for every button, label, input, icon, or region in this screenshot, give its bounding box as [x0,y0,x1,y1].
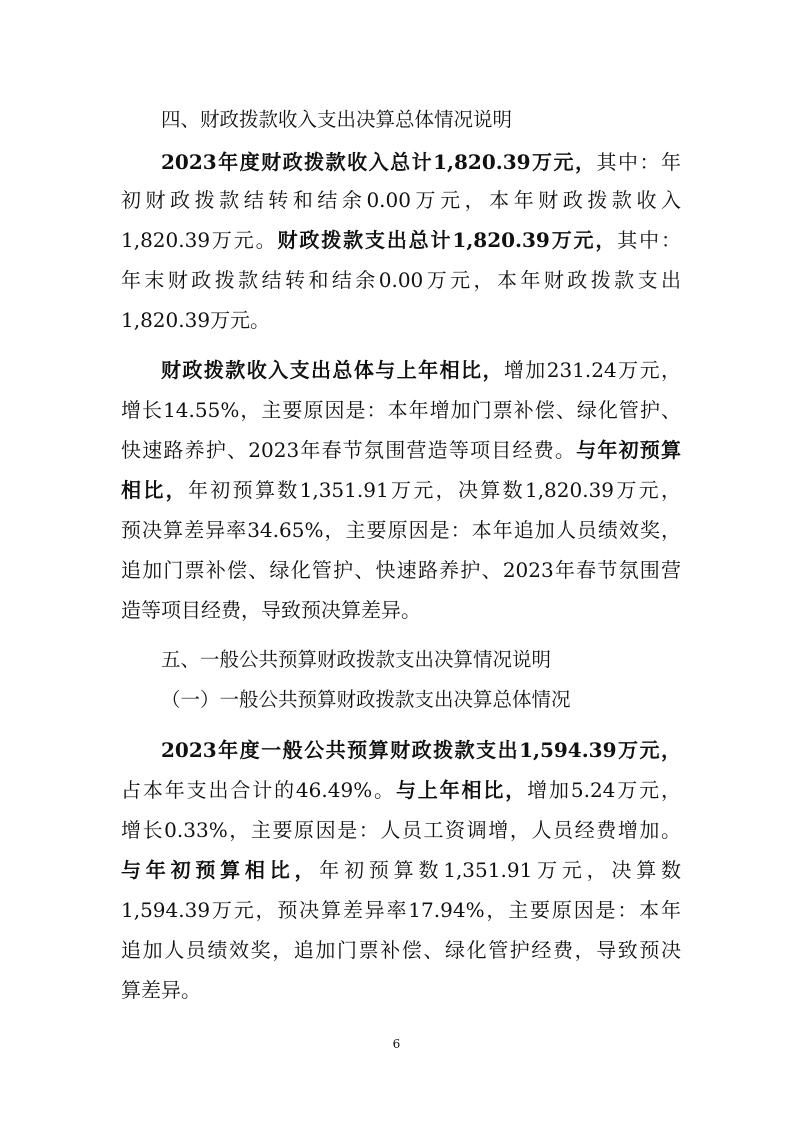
paragraph-line [121,775,681,805]
paragraph-line: 1,820.39万元。 [121,308,271,332]
body-text: 增加5.24万元， [527,778,681,802]
body-text: 占本年支出合计的46.49%。 [121,778,396,802]
paragraph-line [161,355,681,385]
paragraph-line [121,225,681,255]
paragraph-line: 追加门票补偿、绿化管护、快速路养护、2023年春节氛围营 [121,558,681,582]
section-5-heading: 五、一般公共预算财政拨款支出决算情况说明 [161,648,552,671]
emphasis-text: 财政拨款收入支出总体与上年相比， [161,358,504,382]
paragraph-line [121,855,681,885]
body-text: 年初预算数1,351.91万元，决算数 [319,858,681,882]
body-text: 其中：年 [596,150,681,174]
body-text: 年初预算数1,351.91万元，决算数1,820.39万元， [187,478,681,502]
emphasis-text: 与上年相比， [395,778,528,802]
paragraph-line: 2023年度一般公共预算财政拨款支出1,594.39万元， [161,738,681,762]
emphasis-text: 与年初预算 [576,438,681,462]
paragraph-line: 年末财政拨款结转和结余0.00万元，本年财政拨款支出 [121,268,681,292]
body-text: 其中： [617,228,681,252]
emphasis-text: 2023年度财政拨款收入总计1,820.39万元， [161,150,597,174]
paragraph-line: 增长0.33%，主要原因是：人员工资调增，人员经费增加。 [121,818,681,842]
paragraph-line: 造等项目经费，导致预决算差异。 [121,598,421,622]
page-number: 6 [392,1037,401,1051]
subsection-heading: （一）一般公共预算财政拨款支出决算总体情况 [161,688,571,711]
emphasis-text: 财政拨款支出总计1,820.39万元， [277,228,618,252]
body-text: 增加231.24万元， [503,358,681,382]
paragraph-line: 算差异。 [121,978,201,1002]
emphasis-text: 相比， [121,478,188,502]
paragraph-line: 增长14.55%，主要原因是：本年增加门票补偿、绿化管护、 [121,398,681,422]
body-text: 1,820.39万元。 [121,228,278,252]
paragraph-line: 1,594.39万元，预决算差异率17.94%，主要原因是：本年 [121,898,681,922]
paragraph-line: 初财政拨款结转和结余0.00万元，本年财政拨款收入 [121,188,681,212]
emphasis-text: 与年初预算相比， [121,858,320,882]
paragraph-line [161,147,681,177]
paragraph-line: 预决算差异率34.65%，主要原因是：本年追加人员绩效奖， [121,518,681,542]
section-4-heading: 四、财政拨款收入支出决算总体情况说明 [161,108,513,131]
paragraph-line [121,435,681,465]
paragraph-line: 追加人员绩效奖，追加门票补偿、绿化管护经费，导致预决 [121,938,681,962]
paragraph-line [121,475,681,505]
body-text: 快速路养护、2023年春节氛围营造等项目经费。 [121,438,577,462]
